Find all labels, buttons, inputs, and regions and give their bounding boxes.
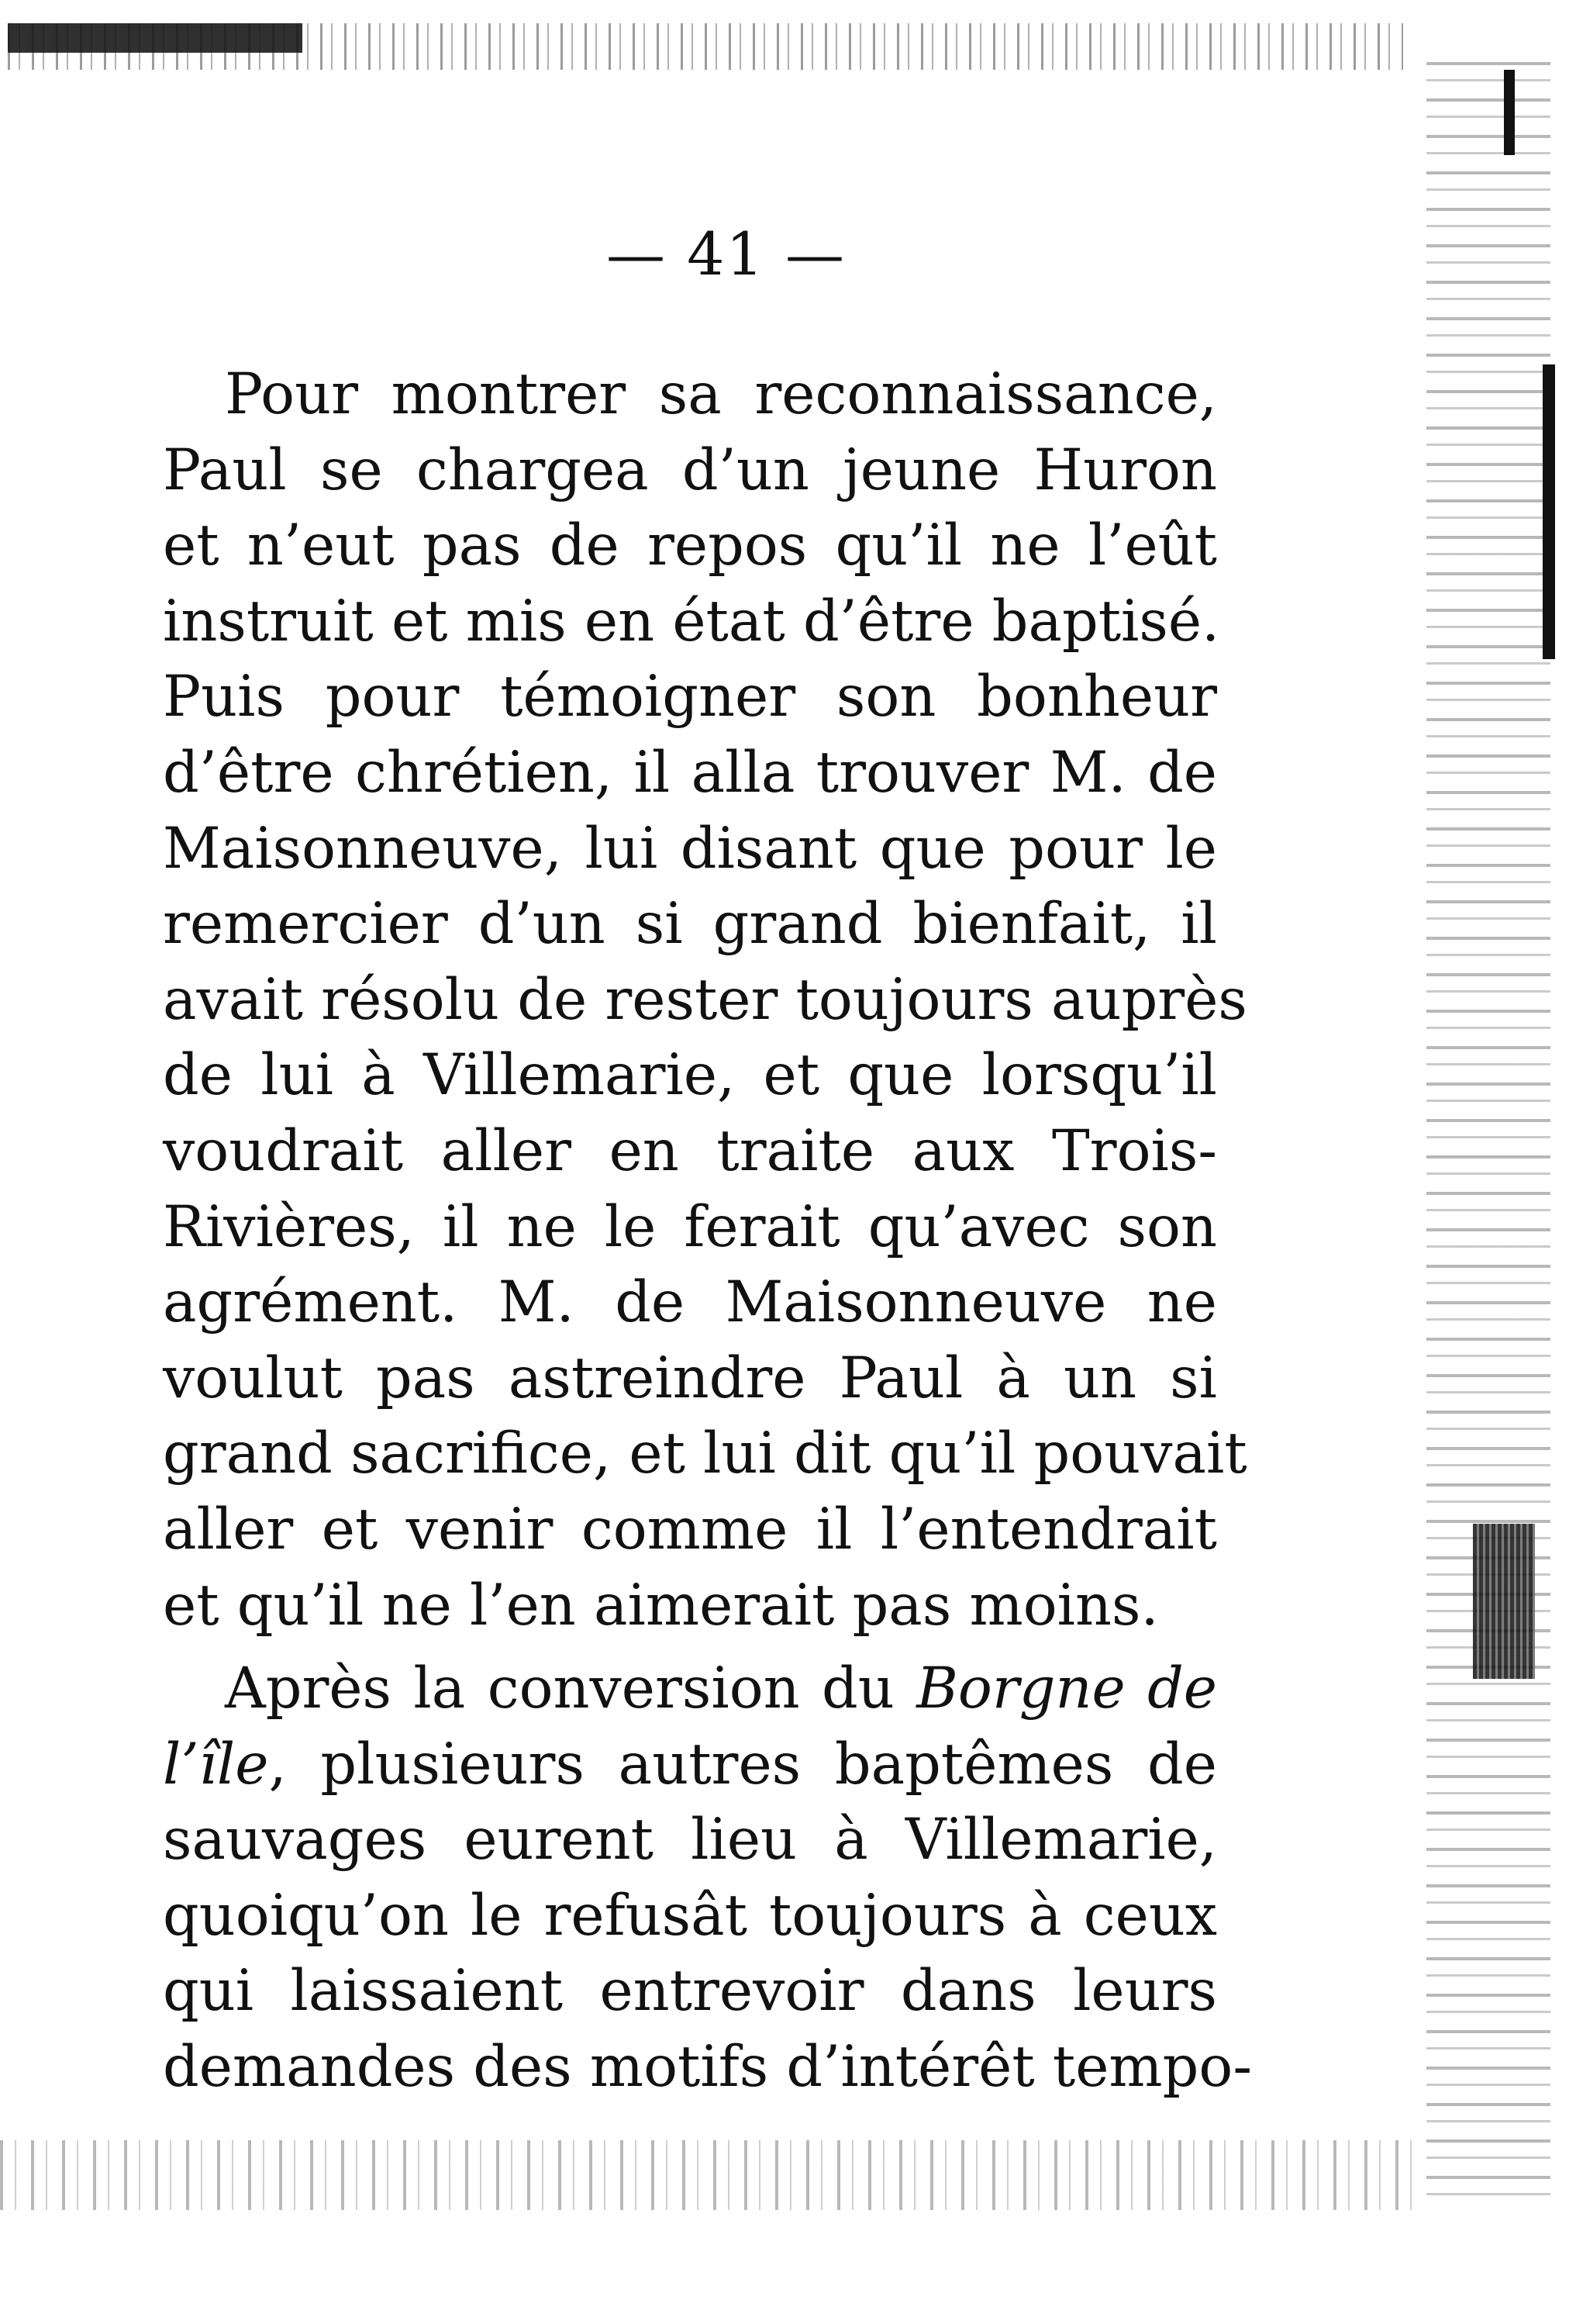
book-title-part: Borgne de xyxy=(916,1656,1217,1722)
text-line: demandes des motifs d’intérêt tempo- xyxy=(163,2034,1253,2101)
book-title-part: l’île xyxy=(163,1731,269,1797)
text-line xyxy=(163,1727,1217,1803)
scan-noise-bottom xyxy=(0,2140,1426,2210)
text-run: , plusieurs autres baptêmes de xyxy=(268,1731,1217,1797)
text-line: d’être chrétien, il alla trouver M. de xyxy=(163,739,1217,806)
text-line: Maisonneuve, lui disant que pour le xyxy=(163,815,1217,882)
text-line xyxy=(163,1651,1217,1727)
paragraph-2 xyxy=(163,1651,1253,2105)
text-line: sauvages eurent lieu à Villemarie, xyxy=(163,1807,1217,1873)
text-line: qui laissaient entrevoir dans leurs xyxy=(163,1958,1217,2025)
text-line: agrément. M. de Maisonneuve ne xyxy=(163,1269,1217,1336)
paragraph-1 xyxy=(163,357,1247,1643)
text-line: voudrait aller en traite aux Trois- xyxy=(163,1117,1217,1184)
body-text xyxy=(163,357,1253,2105)
text-line: et n’eut pas de repos qu’il ne l’eût xyxy=(163,513,1217,579)
scan-edge-dark-top xyxy=(8,23,302,53)
paragraph-gap xyxy=(163,1643,1217,1651)
text-line: Rivières, il ne le ferait qu’avec son xyxy=(163,1193,1217,1260)
text-line: remercier d’un si grand bienfait, il xyxy=(163,891,1217,958)
scan-edge-bar-right xyxy=(1543,364,1555,659)
text-line: instruit et mis en état d’être baptisé. xyxy=(163,588,1220,654)
text-line: grand sacrifice, et lui dit qu’il pouvait xyxy=(163,1421,1247,1487)
text-line: Pour montrer sa reconnaissance, xyxy=(225,361,1217,427)
scan-edge-block-right xyxy=(1473,1524,1535,1679)
text-line: avait résolu de rester toujours auprès xyxy=(163,966,1247,1033)
text-line: quoiqu’on le refusât toujours à ceux xyxy=(163,1882,1217,1949)
text-line: de lui à Villemarie, et que lorsqu’il xyxy=(163,1042,1217,1109)
scan-noise-right xyxy=(1426,62,1550,2202)
text-line: aller et venir comme il l’entendrait xyxy=(163,1496,1217,1563)
text-line: voulut pas astreindre Paul à un si xyxy=(163,1345,1217,1411)
text-line: Puis pour témoigner son bonheur xyxy=(163,664,1217,730)
page-number: — 41 — xyxy=(605,219,847,288)
scan-edge-mark-right-top xyxy=(1504,70,1515,155)
text-run: Après la conversion du xyxy=(225,1656,917,1722)
text-line: et qu’il ne l’en aimerait pas moins. xyxy=(163,1572,1159,1639)
text-line: Paul se chargea d’un jeune Huron xyxy=(163,437,1217,503)
